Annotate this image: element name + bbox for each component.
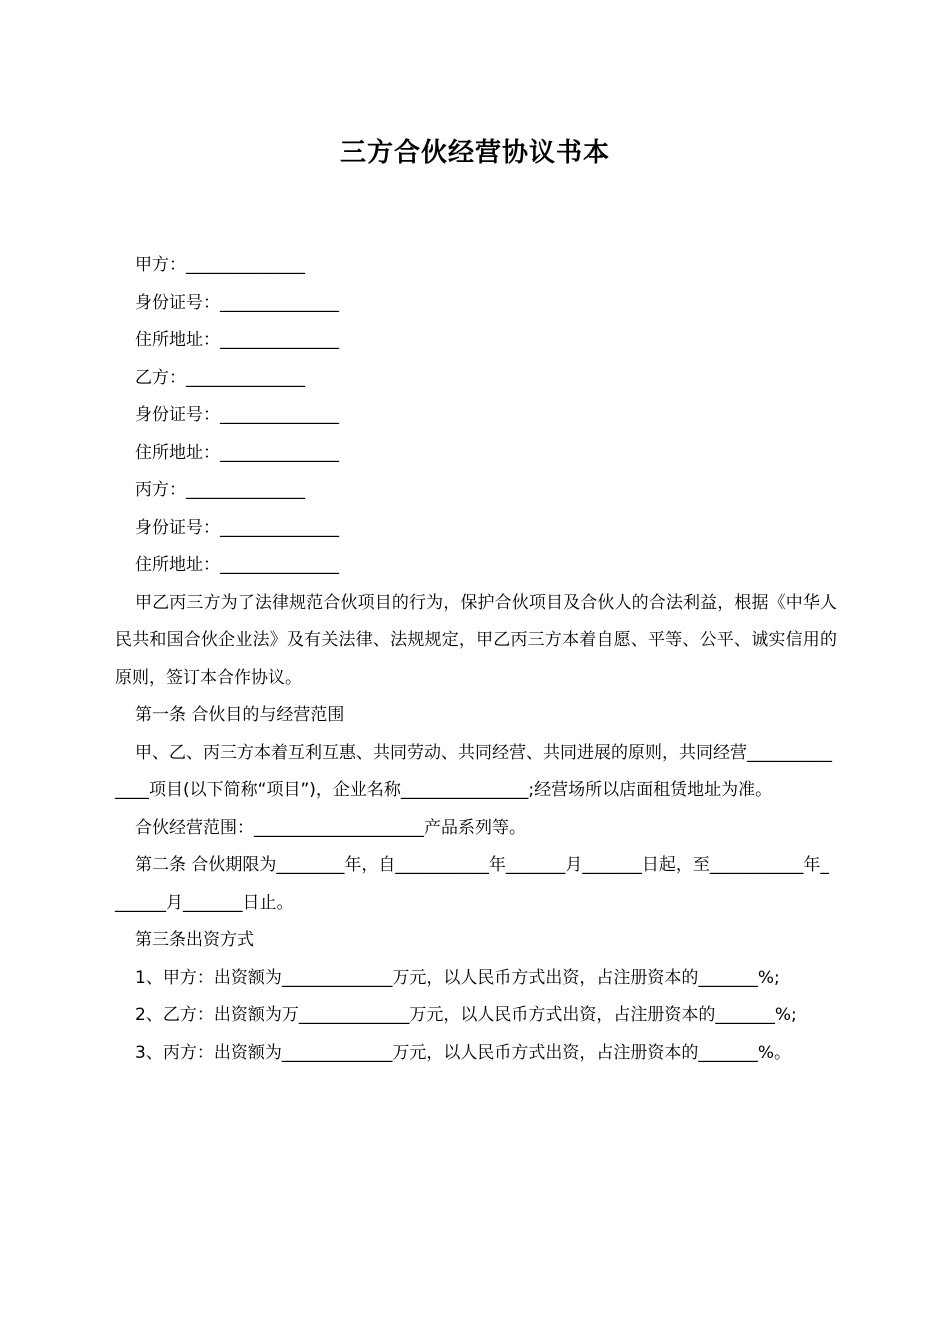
article-1-body: 甲、乙、丙三方本着互利互惠、共同劳动、共同经营、共同进展的原则，共同经营______________项目(以下简称“项目”)，企业名称_______________;经营场所以店面租赁地址为准。 bbox=[115, 742, 832, 800]
contribution-party-b: 2、乙方：出资额为万_____________万元，以人民币方式出资，占注册资本的_______%; bbox=[135, 1005, 797, 1025]
party-a-line: 甲方：______________ bbox=[135, 255, 305, 275]
contribution-party-c: 3、丙方：出资额为_____________万元，以人民币方式出资，占注册资本的_______%。 bbox=[135, 1042, 791, 1063]
intro-paragraph: 甲乙丙三方为了法律规范合伙项目的行为，保护合伙项目及合伙人的合法利益，根据《中华人民共和国合伙企业法》及有关法律、法规规定，甲乙丙三方本着自愿、平等、公平、诚实信用的原则，签订本合作协议。 bbox=[115, 592, 837, 688]
party-c-id-line: 身份证号：______________ bbox=[135, 517, 339, 538]
article-1-heading: 第一条 合伙目的与经营范围 bbox=[135, 705, 345, 725]
document-body bbox=[115, 247, 837, 1072]
article-2-term: 第二条 合伙期限为________年，自___________年_______月_______日起，至___________年_______月_______日止。 bbox=[115, 855, 829, 913]
party-b-id-line: 身份证号：______________ bbox=[135, 405, 339, 425]
party-b-line: 乙方：______________ bbox=[135, 367, 305, 388]
party-a-id-line: 身份证号：______________ bbox=[135, 292, 339, 313]
party-b-address-line: 住所地址：______________ bbox=[135, 442, 339, 463]
article-1-scope: 合伙经营范围：____________________产品系列等。 bbox=[135, 817, 526, 838]
party-a-address-line: 住所地址：______________ bbox=[135, 330, 339, 350]
party-c-address-line: 住所地址：______________ bbox=[135, 555, 339, 575]
article-3-heading: 第三条出资方式 bbox=[135, 930, 254, 950]
party-c-line: 丙方：______________ bbox=[135, 480, 305, 500]
contribution-party-a: 1、甲方：出资额为_____________万元，以人民币方式出资，占注册资本的_______%; bbox=[135, 967, 780, 988]
document-title: 三方合伙经营协议书本 bbox=[339, 138, 610, 168]
